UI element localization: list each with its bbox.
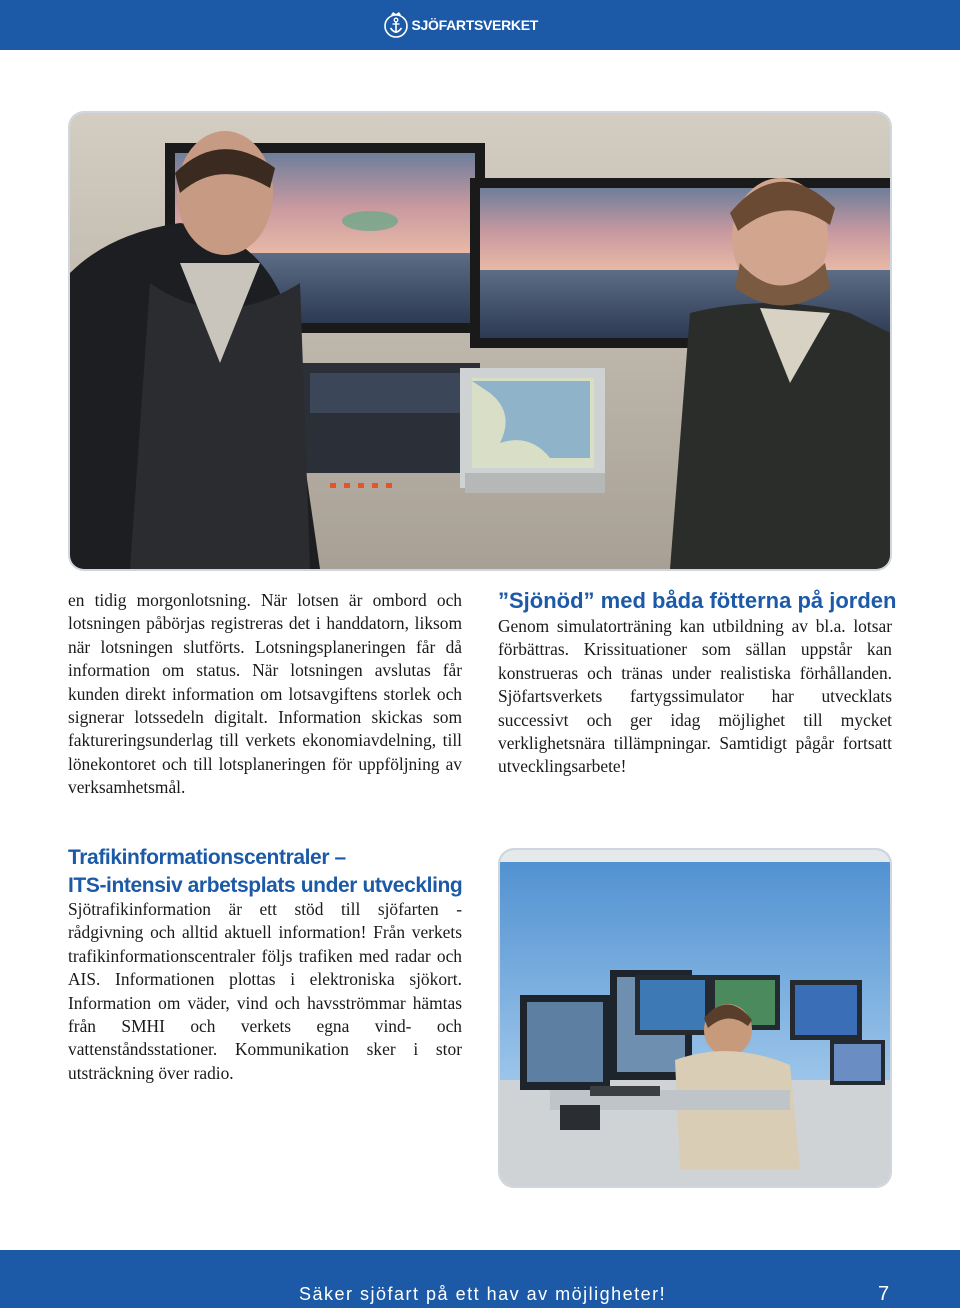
header-bar [0, 0, 960, 50]
body-text-left-column: en tidig morgonlotsning. När lotsen är ombord och lotsningen påbörjas registreras det i handdatorn, liksom när lotsningen slutförts. Lotsningsplaneringen får då information om status. När lotsningen avslutas får kunden direkt information om lotsavgiftens storlek och signerar lotssedeln digitalt. Information skickas som faktureringsunderlag till verkets ekonomiavdelning, till lönekontoret och till lotsplaneringen för uppföljning av verksamhetsmål. [68, 590, 462, 798]
traffic-centre-photo [500, 850, 890, 1186]
sjofartsverket-logo [384, 8, 539, 42]
heading-trafik-line2: ITS-intensiv arbetsplats under utveckling [68, 874, 463, 897]
section-heading-trafik [68, 844, 488, 900]
bridge-simulator-photo [70, 113, 890, 569]
body-text-trafik: Sjötrafikinformation är ett stöd till sjöfarten - rådgivning och alltid aktuell information! Från verkets trafikinformationscentraler följs trafiken med radar och AIS. Informationen plottas i elektroniska sjökort. Information om väder, vind och havsströmmar hämtas från SMHI och verkets egna vind- och vattenståndsstationer. Kommunikation sker i stor utsträckning över radio. [68, 899, 462, 1083]
body-text-sjonod: Genom simulatorträning kan utbildning av bl.a. lotsar förbättras. Krissituationer som sällan uppstår kan konstrueras och tränas under realistiska förhållanden. Sjöfartsverkets fartygssimulator har utvecklats successivt och ger idag möjlighet till mycket verklighetsnära tillämpningar. Samtidigt pågår fortsatt utvecklingsarbete! [498, 616, 892, 777]
heading-trafik-line1: Trafikinformationscentraler – [68, 846, 346, 869]
logo-text: SJÖFARTSVERKET [411, 17, 538, 33]
anchor-crown-icon [384, 10, 408, 40]
section-heading-sjonod: ”Sjönöd” med båda fötterna på jorden [498, 588, 897, 613]
page-number: 7 [878, 1283, 890, 1305]
footer-slogan: Säker sjöfart på ett hav av möjligheter! [299, 1284, 667, 1304]
